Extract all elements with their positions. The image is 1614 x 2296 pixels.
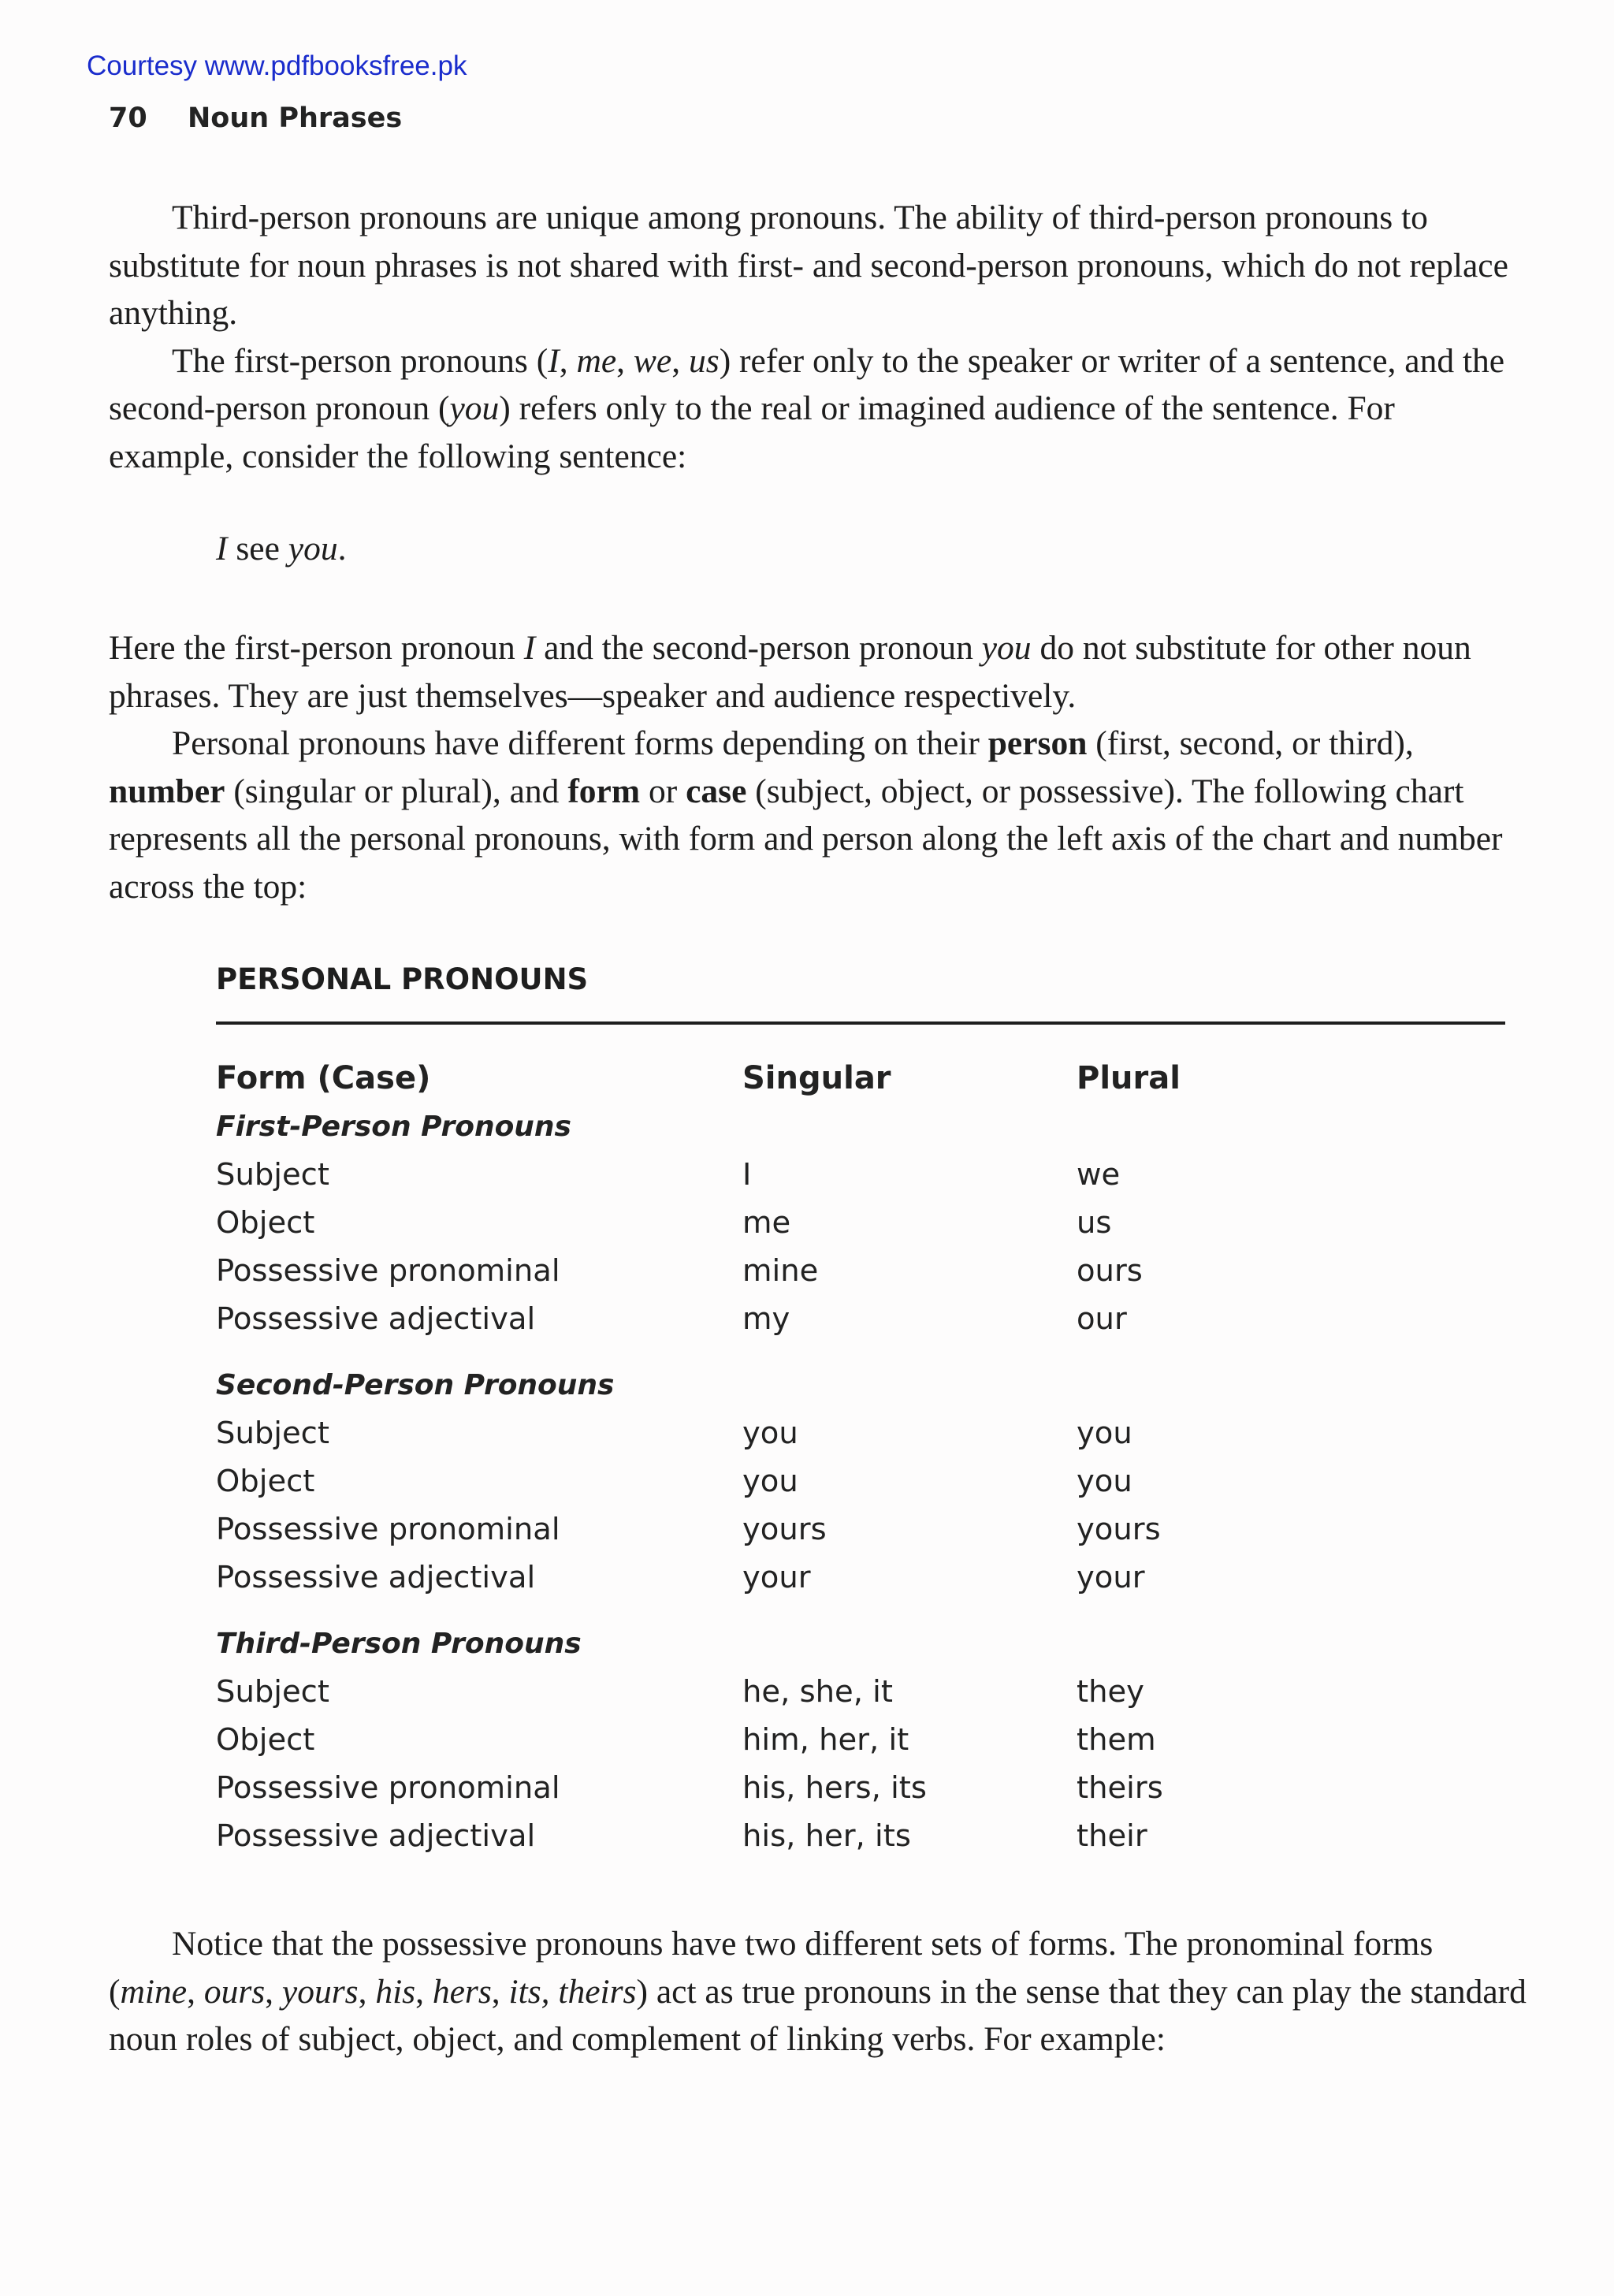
header-singular: Singular xyxy=(742,1060,891,1096)
personal-pronouns-table xyxy=(216,1055,1398,1860)
paragraph-person-number-case: Personal pronouns have different forms depending on their person (first, second, or third), number (singular or plural), and form or case (subject, object, or possessive). The following chart represents all the personal pronouns, with form and person along the left axis of the chart and number across the top: xyxy=(109,724,1503,906)
page-number: 70 xyxy=(109,102,147,134)
paragraph-first-second-person: The first-person pronouns (I, me, we, us) refer only to the speaker or writer of a sentence, and the second-person pronoun (you) refers only to the real or imagined audience of the sentence. For example, consider the following sentence: xyxy=(109,341,1505,475)
table-row: Subject he, she, it they xyxy=(216,1674,1144,1710)
paragraph-third-person: Third-person pronouns are unique among pronouns. The ability of third-person pronouns to substitute for noun phrases is not shared with first- and second-person pronouns, which do not replace anything. xyxy=(109,199,1508,333)
table-header xyxy=(216,1055,1398,1102)
table-row: Subject I we xyxy=(216,1157,1121,1193)
example-sentence: I see you. xyxy=(216,530,347,567)
table-row: Object me us xyxy=(216,1205,1112,1241)
section-title: Noun Phrases xyxy=(188,102,403,134)
group-title-second-person: Second-Person Pronouns xyxy=(216,1368,615,1401)
table-row: Possessive pronominal his, hers, its theirs xyxy=(216,1770,1163,1806)
intro-text xyxy=(109,194,1527,481)
header-form-case: Form (Case) xyxy=(216,1060,431,1096)
table-row: Possessive pronominal mine ours xyxy=(216,1253,1143,1289)
table-row: Object him, her, it them xyxy=(216,1722,1156,1758)
table-row: Object you you xyxy=(216,1464,1132,1499)
group-title-first-person: First-Person Pronouns xyxy=(216,1110,571,1143)
table-row: Possessive adjectival his, her, its their xyxy=(216,1818,1147,1854)
closing-text xyxy=(109,1920,1527,2063)
paragraph-possessive-forms: Notice that the possessive pronouns have two different sets of forms. The pronominal forms (mine, ours, yours, his, hers, its, theirs) act as true pronouns in the sense that they can play the standard noun roles of subject, object, and complement of linking verbs. For example: xyxy=(109,1925,1527,2059)
paragraph-speaker-audience: Here the first-person pronoun I and the second-person pronoun you do not substitute for other noun phrases. They are just themselves—speaker and audience respectively. xyxy=(109,629,1471,715)
running-head xyxy=(109,102,402,134)
group-title-third-person: Third-Person Pronouns xyxy=(216,1627,582,1660)
table-row: Possessive pronominal yours yours xyxy=(216,1512,1161,1547)
chart-divider xyxy=(216,1021,1505,1025)
table-row: Subject you you xyxy=(216,1416,1132,1451)
explanation-text xyxy=(109,624,1527,911)
header-plural: Plural xyxy=(1077,1060,1181,1096)
table-row: Possessive adjectival your your xyxy=(216,1560,1145,1595)
table-row: Possessive adjectival my our xyxy=(216,1301,1127,1337)
courtesy-watermark: Courtesy www.pdfbooksfree.pk xyxy=(87,50,467,81)
chart-title: PERSONAL PRONOUNS xyxy=(216,962,589,996)
